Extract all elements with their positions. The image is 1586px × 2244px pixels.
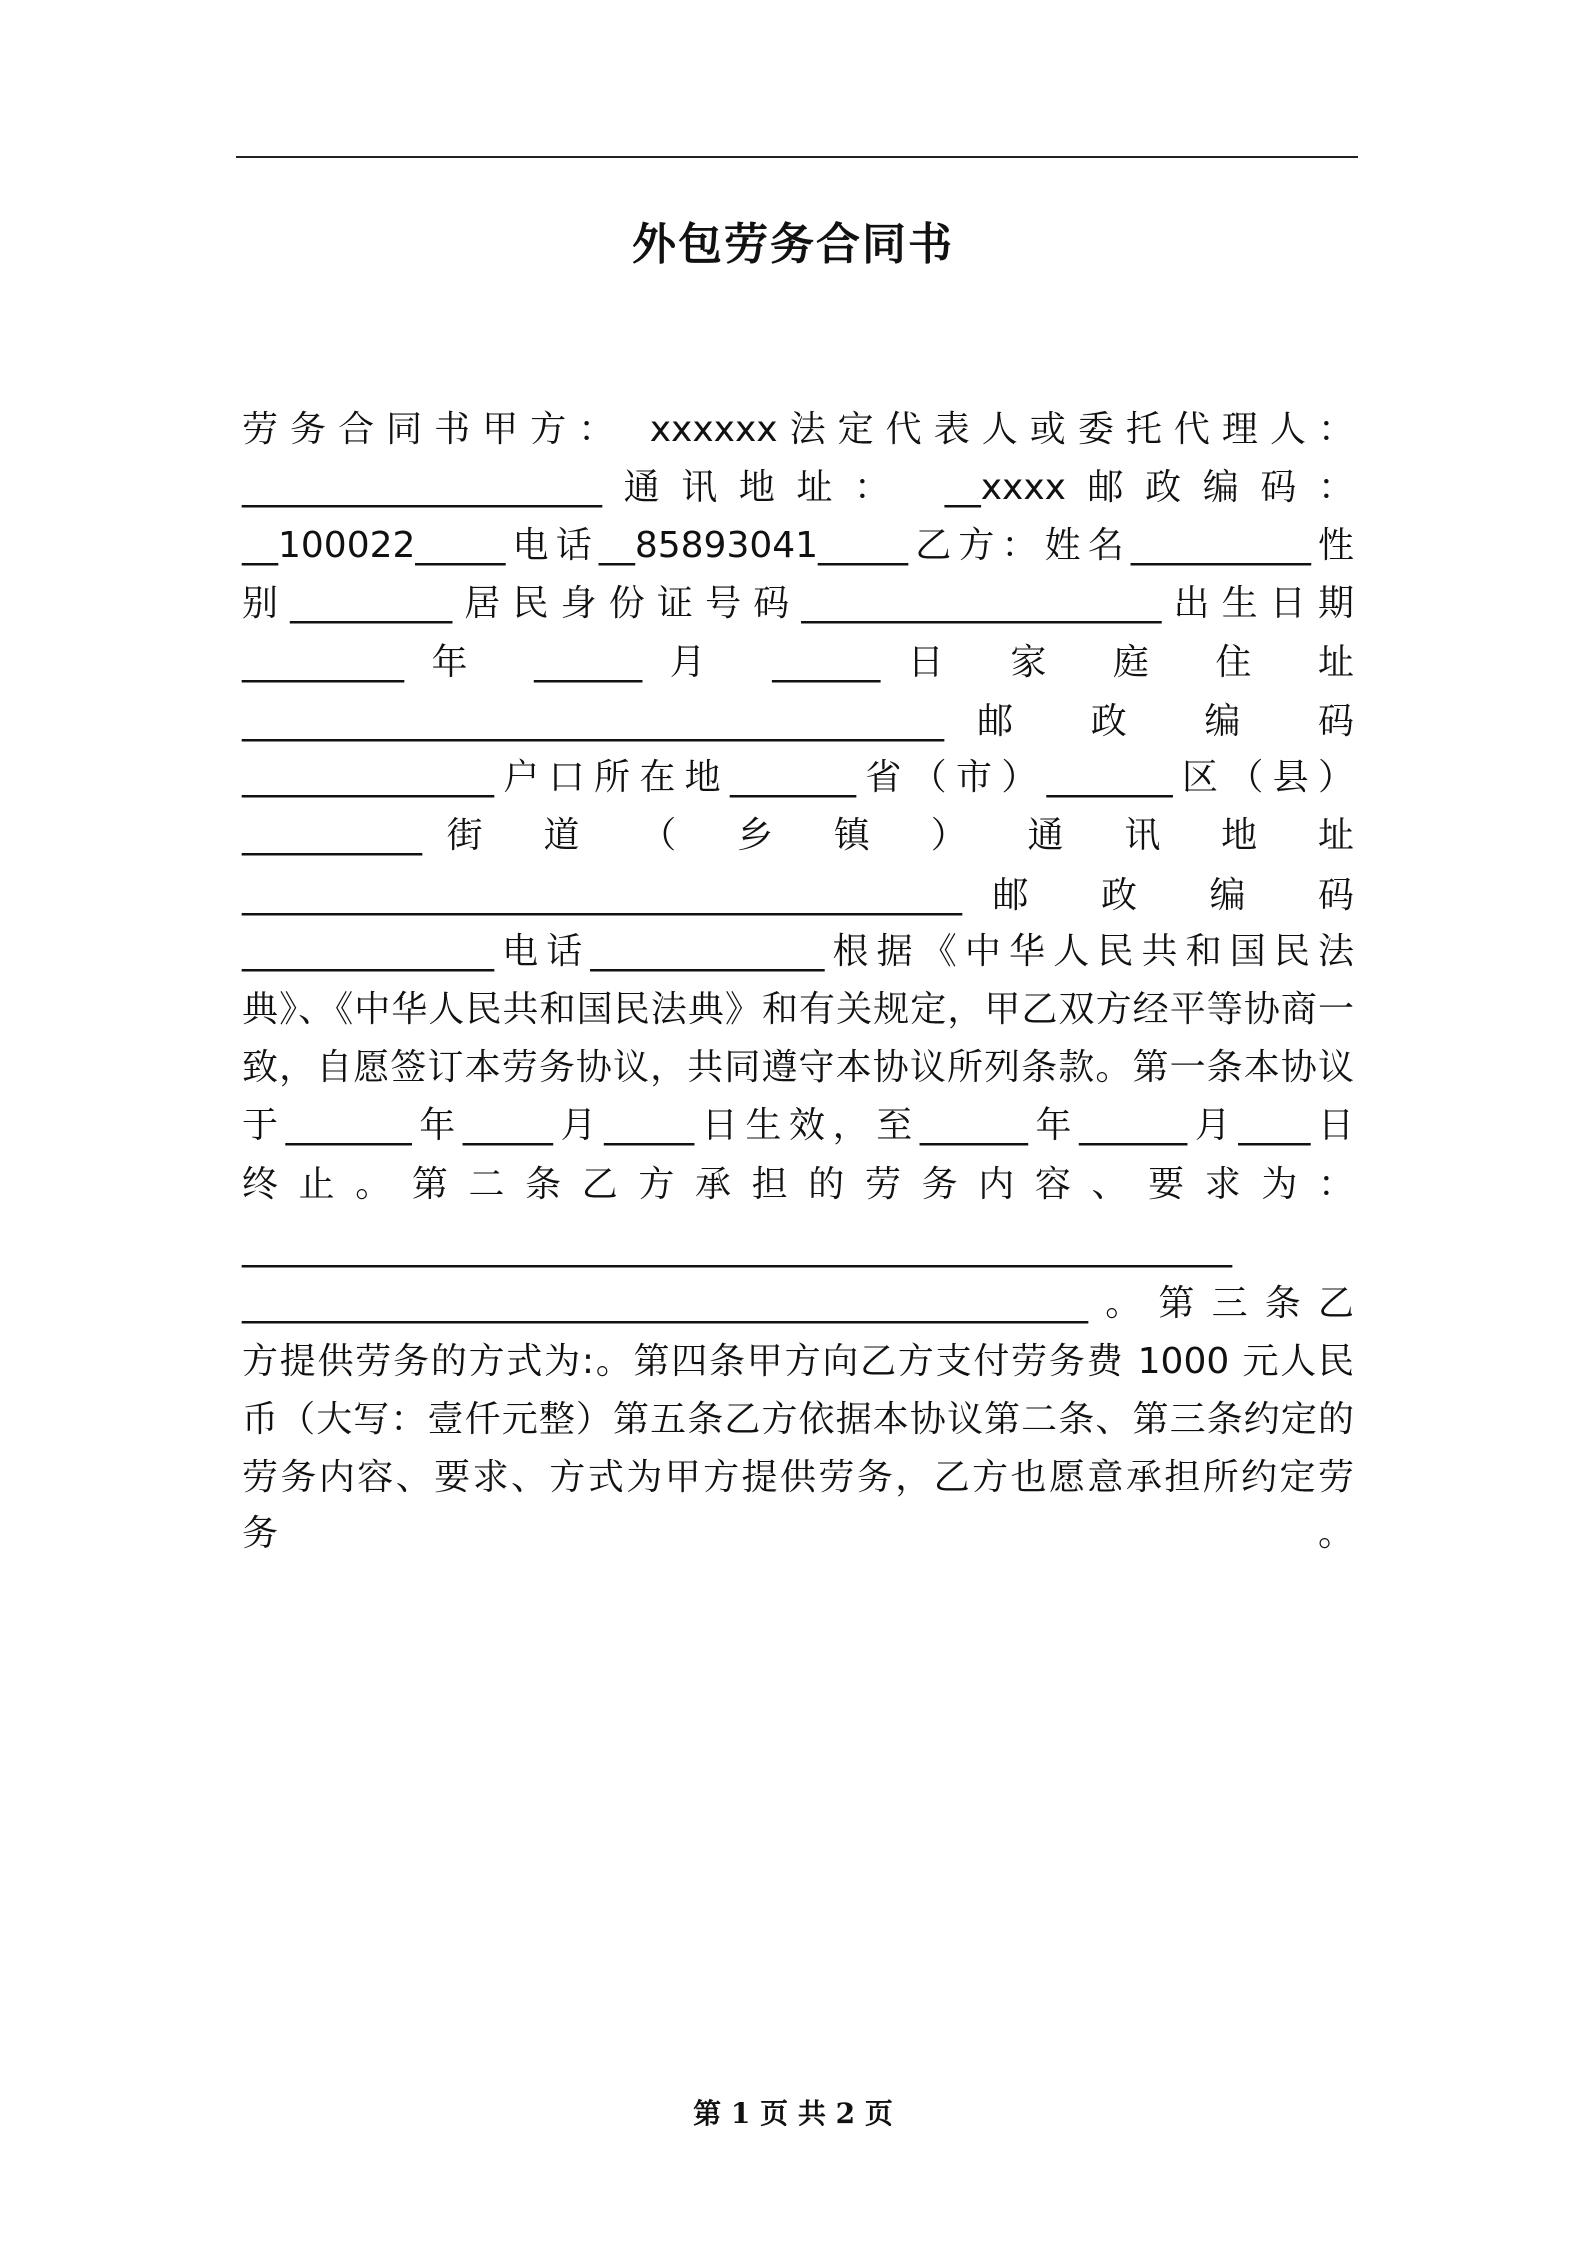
header-rule (236, 156, 1358, 158)
body-line: 于_______年_____月_____日生效，至______年______月____日 (242, 1105, 1354, 1146)
body-line: ________________________________________邮 政 编 码 (242, 875, 1354, 916)
body-line: 劳务内容、要求、方式为甲方提供劳务，乙方也愿意承担所约定劳务。 (242, 1457, 1354, 1554)
body-line: _______________________________________邮 政 编 码 (242, 701, 1354, 742)
body-line: ____________________通讯地址： __xxxx邮政编码： (242, 467, 1354, 508)
body-line: _________年 ______月 ______日 家 庭 住 址 (242, 642, 1354, 683)
document-title: 外包劳务合同书 (632, 219, 954, 270)
body-line: 币（大写：壹仟元整）第五条乙方依据本协议第二条、第三条约定的 (242, 1399, 1354, 1440)
body-line: 别_________居民身份证号码____________________出生日期 (242, 583, 1354, 624)
body-line: ______________电话_____________根据《中华人民共和国民法 (242, 931, 1354, 972)
body-line: __100022_____电话__85893041_____乙方：姓名__________性 (242, 525, 1354, 566)
body-line: 典》、《中华人民共和国民法典》和有关规定，甲乙双方经平等协商一 (242, 989, 1354, 1030)
body-line: 劳务合同书甲方： xxxxxx法定代表人或委托代理人： (242, 409, 1354, 450)
body-line: 方提供劳务的方式为:。第四条甲方向乙方支付劳务费 1000 元人民 (242, 1341, 1354, 1382)
document-body (242, 402, 1354, 2012)
body-line: _______________________________________________。第三条乙 (242, 1283, 1354, 1324)
body-line: ______________户口所在地_______省（市）_______区（县） (242, 757, 1354, 798)
body-line: _______________________________________________________ (242, 1227, 1232, 1268)
body-line: 终止。第二条乙方承担的劳务内容、要求为： (242, 1164, 1354, 1205)
page-indicator: 第 1 页 共 2 页 (693, 2097, 893, 2130)
body-line: __________街 道 （ 乡 镇 ） 通 讯 地 址 (242, 815, 1354, 856)
body-line: 致，自愿签订本劳务协议，共同遵守本协议所列条款。第一条本协议 (242, 1047, 1354, 1088)
